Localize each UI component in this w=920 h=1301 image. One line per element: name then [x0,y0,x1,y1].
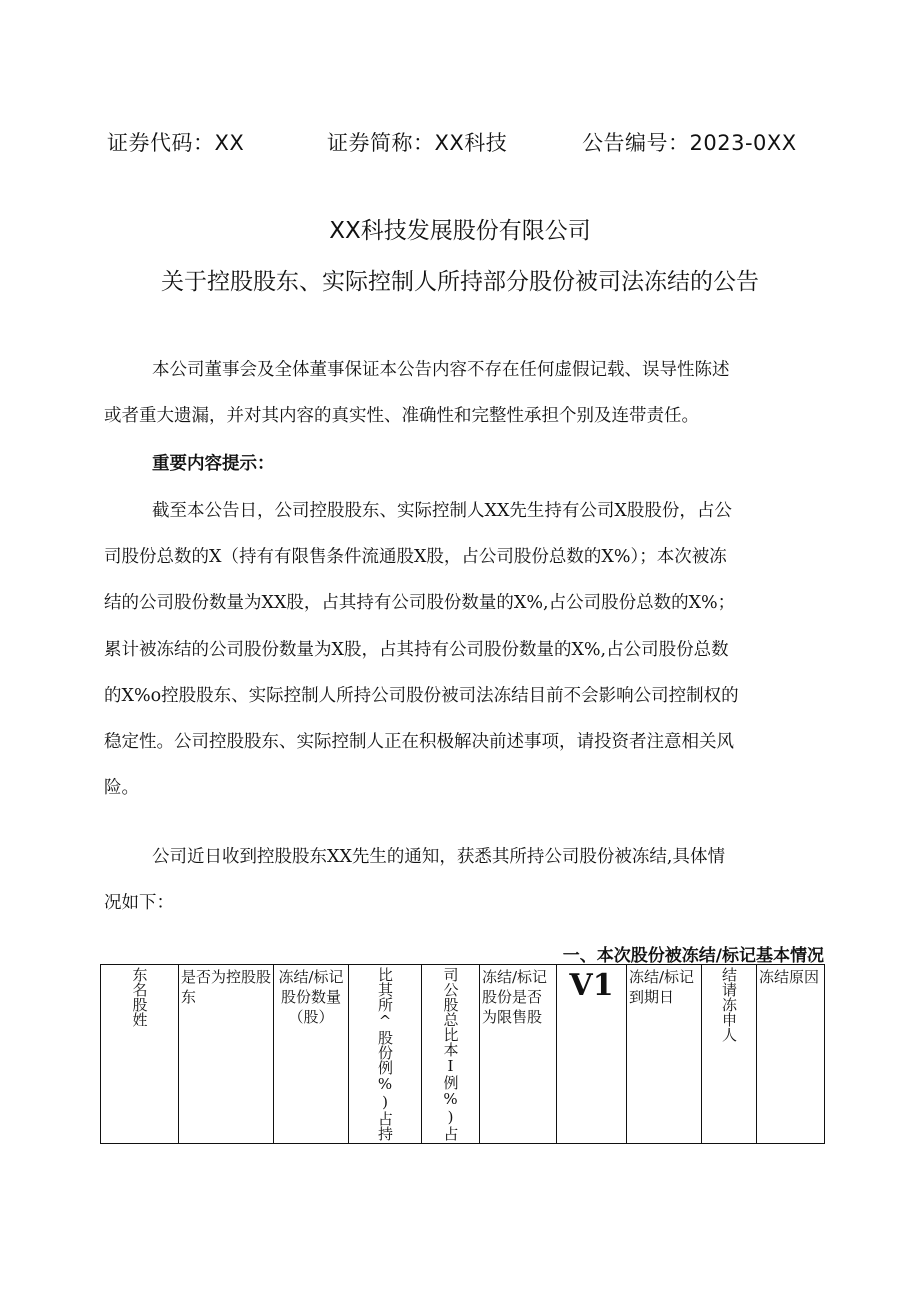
intro-paragraph [104,347,826,439]
notice-line: 况如下： [104,893,174,914]
notice-line: 公司近日收到控股股东XX先生的通知，获悉其所持公司股份被冻结,具体情 [152,847,725,867]
header-cell-text: 冻结/标记股份数量（股） [278,968,344,1026]
company-title: XX科技发展股份有限公司 [329,218,591,244]
highlight-heading-block [104,441,826,487]
stock-code: 证券代码：XX [107,131,245,155]
intro-line: 本公司董事会及全体董事保证本公告内容不存在任何虚假记载、误导性陈述 [152,360,730,380]
summary-line: 稳定性。公司控股股东、实际控制人正在积极解决前述事项，请投资者注意相关风 [104,731,734,752]
col-start-date [557,965,627,1144]
stock-short-name: 证券简称：XX科技 [327,131,508,155]
col-reason [757,965,825,1144]
table-header-row [101,965,825,1144]
col-shareholder-name [101,965,179,1144]
header-cell-text: 司公股总比本I例%)占 [441,967,460,1141]
header-cell-text: 冻结原因 [759,968,820,986]
col-is-restricted [480,965,557,1144]
notice-number: 公告编号：2023-0XX [582,131,797,155]
header-cell-text: 冻结/标记到期日 [629,968,695,1006]
summary-line: 截至本公告日，公司控股股东、实际控制人XX先生持有公司X股股份，占公 [152,501,732,521]
col-ratio-total [422,965,480,1144]
header-cell-text: V1 [569,968,614,1003]
header-cell-text: 冻结/标记股份是否为限售股 [482,968,548,1026]
summary-line: 的X%o控股股东、实际控制人所持公司股份被司法冻结目前不会影响公司控制权的 [104,685,739,706]
summary-line: 累计被冻结的公司股份数量为X股，占其持有公司股份数量的X%,占公司股份总数 [104,639,729,660]
summary-line: 险。 [104,778,139,799]
header-cell-text: 东名股姓 [130,967,149,1027]
announcement-title: 关于控股股东、实际控制人所持部分股份被司法冻结的公告 [161,269,759,295]
col-is-controlling [179,965,274,1144]
highlight-heading: 重要内容提示： [152,454,275,474]
header-cell-text: 是否为控股股东 [181,968,272,1006]
section-title: 一、本次股份被冻结/标记基本情况 [562,946,824,966]
col-frozen-shares [274,965,349,1144]
col-applicant [702,965,757,1144]
summary-line: 结的公司股份数量为XX股，占其持有公司股份数量的X%,占公司股份总数的X%； [104,593,736,614]
intro-line: 或者重大遗漏，并对其内容的真实性、准确性和完整性承担个别及连带责任。 [104,406,699,427]
header-cell-text: 比其所^股份例%)占持 [376,967,394,1141]
notice-paragraph [104,834,826,926]
summary-line: 司股份总数的X（持有有限售条件流通股X股，占公司股份总数的X%）；本次被冻 [104,547,727,568]
col-expiry-date [627,965,702,1144]
summary-paragraph [104,488,826,811]
col-ratio-held [349,965,422,1144]
freeze-info-table [100,964,825,1144]
header-cell-text: 结请冻申人 [720,967,738,1042]
